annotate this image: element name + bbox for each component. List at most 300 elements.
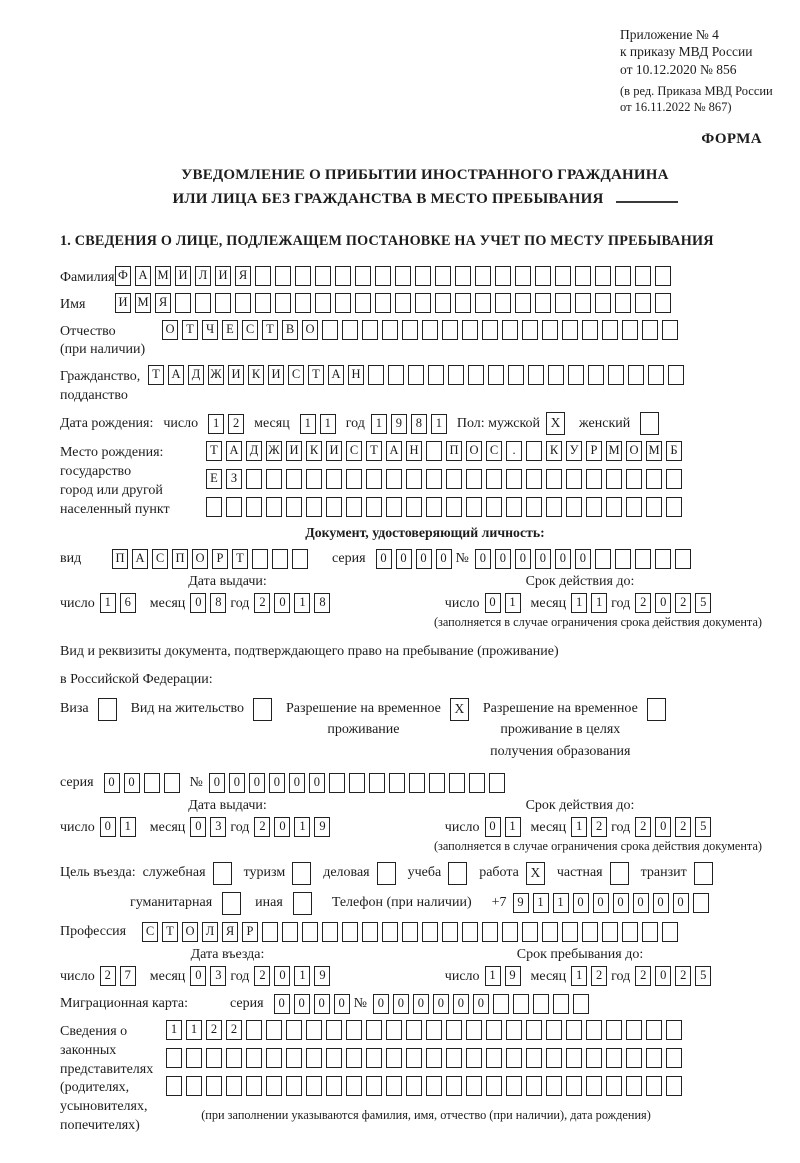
- char-box[interactable]: [366, 469, 382, 489]
- char-box[interactable]: [366, 1020, 382, 1040]
- char-box[interactable]: 1: [166, 1020, 182, 1040]
- char-box[interactable]: [486, 1076, 502, 1096]
- char-box[interactable]: [635, 293, 651, 313]
- char-box[interactable]: 0: [673, 893, 689, 913]
- char-box[interactable]: 1: [294, 966, 310, 986]
- char-box[interactable]: З: [226, 469, 242, 489]
- char-box[interactable]: 2: [254, 817, 270, 837]
- char-box[interactable]: [186, 1048, 202, 1068]
- char-box[interactable]: [655, 293, 671, 313]
- char-box[interactable]: [486, 1048, 502, 1068]
- char-box[interactable]: [622, 320, 638, 340]
- purpose-humanitarian-checkbox[interactable]: [222, 892, 241, 915]
- char-box[interactable]: 1: [505, 817, 521, 837]
- char-box[interactable]: [382, 320, 398, 340]
- char-box[interactable]: [406, 1048, 422, 1068]
- char-box[interactable]: К: [306, 441, 322, 461]
- char-box[interactable]: [522, 922, 538, 942]
- char-box[interactable]: Р: [212, 549, 228, 569]
- char-box[interactable]: [602, 320, 618, 340]
- char-box[interactable]: [266, 1076, 282, 1096]
- char-box[interactable]: [606, 1020, 622, 1040]
- char-box[interactable]: [446, 469, 462, 489]
- char-box[interactable]: [255, 293, 271, 313]
- char-box[interactable]: 0: [413, 994, 429, 1014]
- char-box[interactable]: 0: [573, 893, 589, 913]
- char-box[interactable]: [526, 441, 542, 461]
- char-box[interactable]: [346, 1076, 362, 1096]
- char-box[interactable]: 2: [254, 593, 270, 613]
- char-box[interactable]: [355, 266, 371, 286]
- char-box[interactable]: [406, 469, 422, 489]
- char-box[interactable]: [628, 365, 644, 385]
- char-box[interactable]: Д: [188, 365, 204, 385]
- char-box[interactable]: [586, 1076, 602, 1096]
- char-box[interactable]: [226, 1076, 242, 1096]
- char-box[interactable]: [635, 549, 651, 569]
- char-box[interactable]: 5: [695, 966, 711, 986]
- char-box[interactable]: [646, 1020, 662, 1040]
- char-box[interactable]: Е: [222, 320, 238, 340]
- char-box[interactable]: 0: [575, 549, 591, 569]
- char-box[interactable]: И: [326, 441, 342, 461]
- char-box[interactable]: [402, 922, 418, 942]
- char-box[interactable]: [546, 1020, 562, 1040]
- char-box[interactable]: [515, 266, 531, 286]
- char-box[interactable]: [566, 1076, 582, 1096]
- char-box[interactable]: [608, 365, 624, 385]
- char-box[interactable]: 0: [289, 773, 305, 793]
- char-box[interactable]: О: [302, 320, 318, 340]
- char-box[interactable]: [666, 1076, 682, 1096]
- char-box[interactable]: 2: [635, 593, 651, 613]
- char-box[interactable]: 1: [431, 414, 447, 434]
- char-box[interactable]: [286, 469, 302, 489]
- char-box[interactable]: [215, 293, 231, 313]
- char-box[interactable]: К: [546, 441, 562, 461]
- char-box[interactable]: 0: [416, 549, 432, 569]
- char-box[interactable]: [246, 1048, 262, 1068]
- char-box[interactable]: [262, 922, 278, 942]
- char-box[interactable]: И: [268, 365, 284, 385]
- char-box[interactable]: [526, 497, 542, 517]
- char-box[interactable]: 0: [229, 773, 245, 793]
- char-box[interactable]: [586, 497, 602, 517]
- char-box[interactable]: [466, 1020, 482, 1040]
- char-box[interactable]: [615, 293, 631, 313]
- char-box[interactable]: [246, 469, 262, 489]
- char-box[interactable]: [513, 994, 529, 1014]
- char-box[interactable]: И: [215, 266, 231, 286]
- char-box[interactable]: Т: [232, 549, 248, 569]
- char-box[interactable]: 0: [515, 549, 531, 569]
- char-box[interactable]: [468, 365, 484, 385]
- char-box[interactable]: [555, 266, 571, 286]
- char-box[interactable]: [322, 922, 338, 942]
- char-box[interactable]: [266, 497, 282, 517]
- char-box[interactable]: [402, 320, 418, 340]
- char-box[interactable]: [555, 293, 571, 313]
- char-box[interactable]: [442, 320, 458, 340]
- char-box[interactable]: [362, 922, 378, 942]
- char-box[interactable]: С: [346, 441, 362, 461]
- char-box[interactable]: 0: [475, 549, 491, 569]
- char-box[interactable]: [409, 773, 425, 793]
- char-box[interactable]: [166, 1076, 182, 1096]
- char-box[interactable]: [568, 365, 584, 385]
- char-box[interactable]: 0: [209, 773, 225, 793]
- char-box[interactable]: [386, 1076, 402, 1096]
- char-box[interactable]: 1: [505, 593, 521, 613]
- char-box[interactable]: [275, 293, 291, 313]
- char-box[interactable]: Т: [182, 320, 198, 340]
- char-box[interactable]: [406, 1020, 422, 1040]
- char-box[interactable]: [646, 1048, 662, 1068]
- char-box[interactable]: 2: [226, 1020, 242, 1040]
- char-box[interactable]: 0: [653, 893, 669, 913]
- char-box[interactable]: [462, 320, 478, 340]
- char-box[interactable]: 3: [210, 817, 226, 837]
- char-box[interactable]: 0: [309, 773, 325, 793]
- char-box[interactable]: М: [155, 266, 171, 286]
- char-box[interactable]: [668, 365, 684, 385]
- char-box[interactable]: Т: [366, 441, 382, 461]
- char-box[interactable]: [455, 266, 471, 286]
- char-box[interactable]: 0: [376, 549, 392, 569]
- char-box[interactable]: 0: [104, 773, 120, 793]
- char-box[interactable]: [575, 293, 591, 313]
- char-box[interactable]: 0: [485, 593, 501, 613]
- char-box[interactable]: [448, 365, 464, 385]
- char-box[interactable]: [566, 497, 582, 517]
- char-box[interactable]: М: [135, 293, 151, 313]
- char-box[interactable]: Л: [202, 922, 218, 942]
- char-box[interactable]: [502, 320, 518, 340]
- char-box[interactable]: [349, 773, 365, 793]
- char-box[interactable]: Р: [586, 441, 602, 461]
- char-box[interactable]: [329, 773, 345, 793]
- char-box[interactable]: 0: [436, 549, 452, 569]
- char-box[interactable]: 1: [533, 893, 549, 913]
- char-box[interactable]: [186, 1076, 202, 1096]
- char-box[interactable]: [246, 1020, 262, 1040]
- char-box[interactable]: [535, 266, 551, 286]
- char-box[interactable]: [386, 1048, 402, 1068]
- char-box[interactable]: [449, 773, 465, 793]
- char-box[interactable]: [144, 773, 160, 793]
- char-box[interactable]: [566, 1048, 582, 1068]
- char-box[interactable]: 0: [274, 966, 290, 986]
- purpose-work-checkbox[interactable]: X: [526, 862, 545, 885]
- residence-permit-checkbox[interactable]: [253, 698, 272, 721]
- char-box[interactable]: 2: [675, 966, 691, 986]
- char-box[interactable]: [526, 469, 542, 489]
- char-box[interactable]: [388, 365, 404, 385]
- char-box[interactable]: [346, 469, 362, 489]
- char-box[interactable]: А: [135, 266, 151, 286]
- char-box[interactable]: 0: [396, 549, 412, 569]
- char-box[interactable]: [586, 1048, 602, 1068]
- char-box[interactable]: [502, 922, 518, 942]
- char-box[interactable]: [482, 320, 498, 340]
- char-box[interactable]: 2: [635, 966, 651, 986]
- char-box[interactable]: 1: [300, 414, 316, 434]
- char-box[interactable]: Н: [348, 365, 364, 385]
- char-box[interactable]: Я: [235, 266, 251, 286]
- char-box[interactable]: 0: [249, 773, 265, 793]
- char-box[interactable]: [542, 320, 558, 340]
- char-box[interactable]: 0: [190, 593, 206, 613]
- char-box[interactable]: [675, 549, 691, 569]
- char-box[interactable]: 8: [411, 414, 427, 434]
- char-box[interactable]: Т: [148, 365, 164, 385]
- char-box[interactable]: 0: [100, 817, 116, 837]
- char-box[interactable]: [306, 469, 322, 489]
- char-box[interactable]: [315, 266, 331, 286]
- char-box[interactable]: [626, 1076, 642, 1096]
- char-box[interactable]: 2: [254, 966, 270, 986]
- char-box[interactable]: У: [566, 441, 582, 461]
- char-box[interactable]: [462, 922, 478, 942]
- char-box[interactable]: [446, 1048, 462, 1068]
- char-box[interactable]: [486, 469, 502, 489]
- char-box[interactable]: М: [646, 441, 662, 461]
- char-box[interactable]: [506, 497, 522, 517]
- char-box[interactable]: [586, 469, 602, 489]
- char-box[interactable]: [535, 293, 551, 313]
- char-box[interactable]: [566, 469, 582, 489]
- char-box[interactable]: [395, 293, 411, 313]
- char-box[interactable]: П: [172, 549, 188, 569]
- char-box[interactable]: 0: [124, 773, 140, 793]
- char-box[interactable]: 0: [613, 893, 629, 913]
- char-box[interactable]: [306, 1020, 322, 1040]
- char-box[interactable]: Ч: [202, 320, 218, 340]
- char-box[interactable]: И: [115, 293, 131, 313]
- char-box[interactable]: [466, 497, 482, 517]
- char-box[interactable]: [295, 293, 311, 313]
- char-box[interactable]: [626, 1020, 642, 1040]
- char-box[interactable]: [302, 922, 318, 942]
- char-box[interactable]: 0: [294, 994, 310, 1014]
- char-box[interactable]: О: [626, 441, 642, 461]
- char-box[interactable]: 1: [294, 817, 310, 837]
- char-box[interactable]: [426, 1020, 442, 1040]
- char-box[interactable]: О: [466, 441, 482, 461]
- char-box[interactable]: [546, 1076, 562, 1096]
- char-box[interactable]: [655, 266, 671, 286]
- char-box[interactable]: 0: [393, 994, 409, 1014]
- char-box[interactable]: Д: [246, 441, 262, 461]
- purpose-other-checkbox[interactable]: [293, 892, 312, 915]
- char-box[interactable]: [493, 994, 509, 1014]
- char-box[interactable]: Ж: [208, 365, 224, 385]
- char-box[interactable]: Т: [206, 441, 222, 461]
- char-box[interactable]: 1: [120, 817, 136, 837]
- char-box[interactable]: 0: [190, 966, 206, 986]
- char-box[interactable]: Т: [262, 320, 278, 340]
- char-box[interactable]: Е: [206, 469, 222, 489]
- char-box[interactable]: [506, 1020, 522, 1040]
- char-box[interactable]: 5: [695, 817, 711, 837]
- char-box[interactable]: [662, 922, 678, 942]
- char-box[interactable]: [622, 922, 638, 942]
- char-box[interactable]: [475, 266, 491, 286]
- char-box[interactable]: [548, 365, 564, 385]
- char-box[interactable]: [266, 1020, 282, 1040]
- char-box[interactable]: [175, 293, 191, 313]
- char-box[interactable]: [375, 293, 391, 313]
- char-box[interactable]: [486, 497, 502, 517]
- char-box[interactable]: Ж: [266, 441, 282, 461]
- char-box[interactable]: О: [162, 320, 178, 340]
- char-box[interactable]: [428, 365, 444, 385]
- purpose-study-checkbox[interactable]: [448, 862, 467, 885]
- char-box[interactable]: 0: [655, 966, 671, 986]
- char-box[interactable]: [446, 1076, 462, 1096]
- char-box[interactable]: Я: [155, 293, 171, 313]
- char-box[interactable]: [595, 266, 611, 286]
- char-box[interactable]: [272, 549, 288, 569]
- char-box[interactable]: 1: [208, 414, 224, 434]
- char-box[interactable]: 0: [334, 994, 350, 1014]
- char-box[interactable]: [368, 365, 384, 385]
- char-box[interactable]: 0: [485, 817, 501, 837]
- char-box[interactable]: [446, 1020, 462, 1040]
- char-box[interactable]: 2: [100, 966, 116, 986]
- char-box[interactable]: [615, 549, 631, 569]
- char-box[interactable]: 2: [675, 817, 691, 837]
- char-box[interactable]: [246, 1076, 262, 1096]
- char-box[interactable]: [306, 497, 322, 517]
- char-box[interactable]: 1: [294, 593, 310, 613]
- char-box[interactable]: [546, 1048, 562, 1068]
- char-box[interactable]: [386, 469, 402, 489]
- char-box[interactable]: [506, 1076, 522, 1096]
- char-box[interactable]: И: [175, 266, 191, 286]
- char-box[interactable]: [586, 1020, 602, 1040]
- char-box[interactable]: 0: [274, 994, 290, 1014]
- char-box[interactable]: 1: [485, 966, 501, 986]
- char-box[interactable]: [366, 1048, 382, 1068]
- char-box[interactable]: [466, 1076, 482, 1096]
- char-box[interactable]: И: [228, 365, 244, 385]
- char-box[interactable]: [342, 922, 358, 942]
- char-box[interactable]: Н: [406, 441, 422, 461]
- char-box[interactable]: [395, 266, 411, 286]
- char-box[interactable]: [166, 1048, 182, 1068]
- char-box[interactable]: [573, 994, 589, 1014]
- char-box[interactable]: [626, 497, 642, 517]
- char-box[interactable]: [642, 922, 658, 942]
- char-box[interactable]: С: [288, 365, 304, 385]
- char-box[interactable]: [326, 1076, 342, 1096]
- char-box[interactable]: 0: [190, 817, 206, 837]
- char-box[interactable]: [466, 1048, 482, 1068]
- char-box[interactable]: [602, 922, 618, 942]
- char-box[interactable]: 0: [274, 593, 290, 613]
- char-box[interactable]: [355, 293, 371, 313]
- char-box[interactable]: [482, 922, 498, 942]
- char-box[interactable]: [366, 1076, 382, 1096]
- char-box[interactable]: [226, 497, 242, 517]
- char-box[interactable]: [326, 1048, 342, 1068]
- char-box[interactable]: 2: [591, 817, 607, 837]
- char-box[interactable]: [326, 469, 342, 489]
- char-box[interactable]: [648, 365, 664, 385]
- char-box[interactable]: [375, 266, 391, 286]
- char-box[interactable]: [646, 497, 662, 517]
- char-box[interactable]: Ф: [115, 266, 131, 286]
- char-box[interactable]: [322, 320, 338, 340]
- char-box[interactable]: 2: [228, 414, 244, 434]
- char-box[interactable]: [469, 773, 485, 793]
- char-box[interactable]: [255, 266, 271, 286]
- female-checkbox[interactable]: [640, 412, 659, 435]
- char-box[interactable]: [662, 320, 678, 340]
- char-box[interactable]: 8: [210, 593, 226, 613]
- char-box[interactable]: [606, 1076, 622, 1096]
- char-box[interactable]: [626, 1048, 642, 1068]
- char-box[interactable]: О: [182, 922, 198, 942]
- char-box[interactable]: [495, 266, 511, 286]
- char-box[interactable]: [666, 497, 682, 517]
- char-box[interactable]: [606, 497, 622, 517]
- char-box[interactable]: 0: [269, 773, 285, 793]
- char-box[interactable]: [326, 497, 342, 517]
- char-box[interactable]: [426, 441, 442, 461]
- temporary-residence-education-checkbox[interactable]: [647, 698, 666, 721]
- char-box[interactable]: [382, 922, 398, 942]
- char-box[interactable]: Б: [666, 441, 682, 461]
- purpose-commercial-checkbox[interactable]: [377, 862, 396, 885]
- char-box[interactable]: [642, 320, 658, 340]
- char-box[interactable]: С: [142, 922, 158, 942]
- char-box[interactable]: 2: [591, 966, 607, 986]
- char-box[interactable]: [546, 497, 562, 517]
- char-box[interactable]: [426, 469, 442, 489]
- char-box[interactable]: 0: [633, 893, 649, 913]
- char-box[interactable]: 0: [314, 994, 330, 1014]
- char-box[interactable]: 1: [571, 817, 587, 837]
- char-box[interactable]: 0: [555, 549, 571, 569]
- char-box[interactable]: Л: [195, 266, 211, 286]
- char-box[interactable]: [415, 266, 431, 286]
- char-box[interactable]: [666, 1020, 682, 1040]
- char-box[interactable]: А: [386, 441, 402, 461]
- char-box[interactable]: 1: [571, 966, 587, 986]
- char-box[interactable]: [389, 773, 405, 793]
- char-box[interactable]: С: [242, 320, 258, 340]
- char-box[interactable]: 9: [314, 966, 330, 986]
- char-box[interactable]: [335, 293, 351, 313]
- char-box[interactable]: 8: [314, 593, 330, 613]
- char-box[interactable]: [442, 922, 458, 942]
- purpose-private-checkbox[interactable]: [610, 862, 629, 885]
- char-box[interactable]: [606, 1048, 622, 1068]
- char-box[interactable]: 9: [391, 414, 407, 434]
- char-box[interactable]: [606, 469, 622, 489]
- purpose-transit-checkbox[interactable]: [694, 862, 713, 885]
- char-box[interactable]: [275, 266, 291, 286]
- char-box[interactable]: [526, 1048, 542, 1068]
- char-box[interactable]: [406, 1076, 422, 1096]
- char-box[interactable]: [266, 469, 282, 489]
- char-box[interactable]: А: [226, 441, 242, 461]
- char-box[interactable]: [582, 922, 598, 942]
- char-box[interactable]: [615, 266, 631, 286]
- char-box[interactable]: 0: [473, 994, 489, 1014]
